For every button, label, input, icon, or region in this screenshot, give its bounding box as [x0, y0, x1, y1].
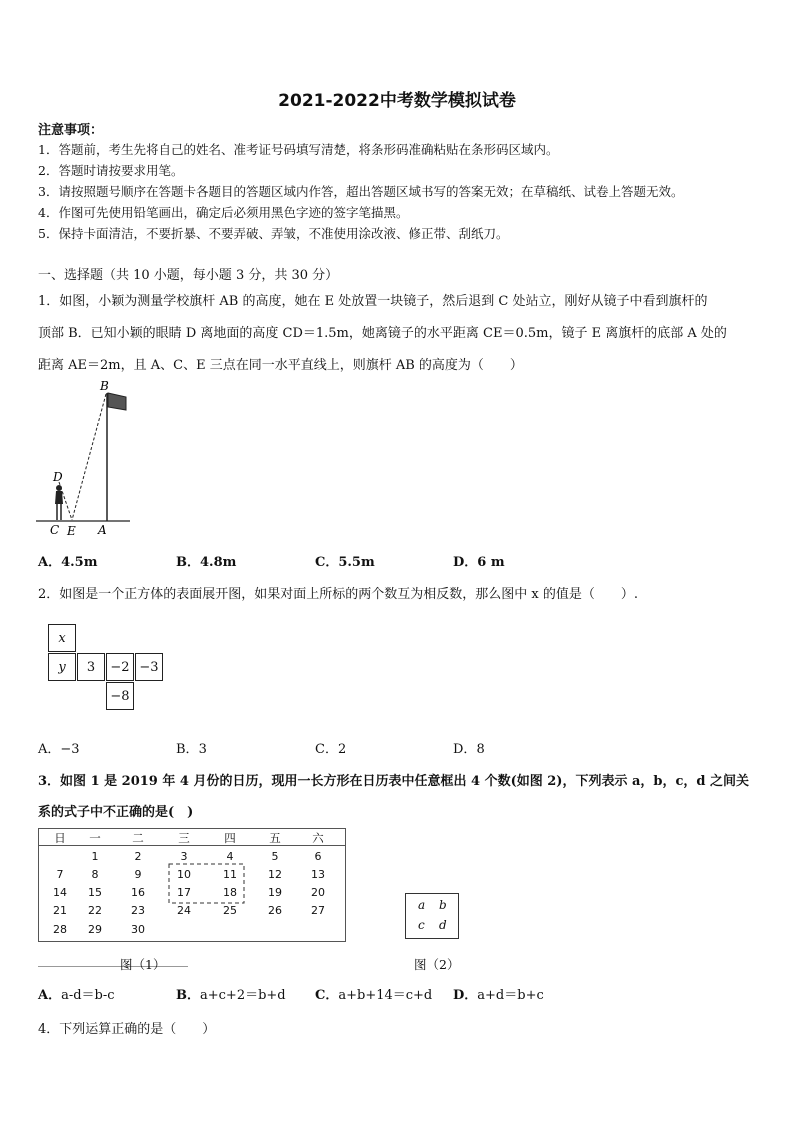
calendar-day: 26: [268, 904, 282, 917]
label-C: C: [50, 523, 60, 537]
q3-option-d[interactable]: [453, 984, 544, 1003]
calendar-weekday: 四: [224, 831, 236, 845]
calendar-day: 4: [226, 850, 234, 863]
calendar-day: 1: [91, 850, 99, 863]
option-value: 3: [198, 742, 207, 757]
q1-option-a[interactable]: [38, 551, 97, 570]
cell-value: y: [58, 659, 66, 675]
calendar-day: 6: [314, 850, 322, 863]
cell-value: 3: [86, 659, 96, 675]
calendar-day: 16: [131, 886, 145, 899]
option-key: C．: [315, 742, 338, 757]
q2-text-line1: 2．如图是一个正方体的表面展开图，如果对面上所标的两个数互为相反数，那么图中 x 的值是（ ）.: [38, 587, 639, 602]
calendar-day: 24: [177, 904, 191, 917]
option-value: 8: [476, 742, 485, 757]
cell-value: −3: [139, 659, 159, 675]
note-item: 2．答题时请按要求用笔。: [38, 163, 184, 178]
fig2-box: [405, 893, 459, 939]
label-B: B: [100, 379, 109, 393]
option-key: B．: [176, 742, 199, 757]
q1-text-line1: 1．如图，小颖为测量学校旗杆 AB 的高度，她在 E 处放置一块镜子，然后退到 C 处站立，刚好从镜子中看到旗杆的: [38, 294, 708, 309]
calendar-day: 28: [53, 923, 67, 936]
calendar-day: 5: [271, 850, 279, 863]
option-key: A．: [38, 742, 61, 757]
net-cell-y: [48, 653, 76, 681]
calendar-day: 20: [311, 886, 325, 899]
calendar-day: 10: [177, 868, 191, 881]
q3-text-line2: 系的式子中不正确的是( ): [38, 805, 194, 820]
net-cell-minus3: [135, 653, 163, 681]
section-heading: 一、选择题（共 10 小题，每小题 3 分，共 30 分）: [38, 268, 339, 283]
q3-text-line1: 3．如图 1 是 2019 年 4 月份的日历，现用一长方形在日历表中任意框出 4 个数(如图 2)，下列表示 a，b，c，d 之间关: [38, 774, 750, 789]
option-key: C．: [315, 555, 339, 570]
calendar-header: [39, 829, 345, 846]
calendar-day: 22: [88, 904, 102, 917]
option-value: 6 m: [477, 555, 505, 570]
fig2-d: d: [439, 918, 447, 932]
option-key: D．: [453, 555, 478, 570]
calendar-day: 30: [131, 923, 145, 936]
person-icon: [55, 485, 63, 520]
fig1-caption: 图（1）: [120, 957, 166, 972]
q3-option-b[interactable]: [176, 984, 286, 1003]
option-value: 5.5m: [338, 555, 375, 570]
fig2-b: b: [439, 898, 447, 912]
net-cell-minus8: [106, 682, 134, 710]
divider: [38, 966, 188, 967]
option-value: a+c+2＝b+d: [200, 988, 286, 1003]
calendar-day: 13: [311, 868, 325, 881]
q1-text-line3: 距离 AE＝2m，且 A、C、E 三点在同一水平直线上，则旗杆 AB 的高度为（ ）: [38, 358, 523, 373]
q1-option-c[interactable]: [315, 551, 375, 570]
calendar-day: 3: [180, 850, 188, 863]
note-item: 4．作图可先使用铅笔画出，确定后必须用黑色字迹的签字笔描黑。: [38, 205, 409, 220]
calendar-day: 8: [91, 868, 99, 881]
q1-text-line2: 顶部 B．已知小颖的眼睛 D 离地面的高度 CD＝1.5m，她离镜子的水平距离 CE＝0.5m，镜子 E 离旗杆的底部 A 处的: [38, 326, 727, 341]
cell-value: −2: [110, 659, 130, 675]
note-item: 3．请按照题号顺序在答题卡各题目的答题区域内作答，超出答题区域书写的答案无效；在草稿纸、试卷上答题无效。: [38, 184, 684, 199]
net-cell-3: [77, 653, 105, 681]
q2-option-b[interactable]: [176, 738, 207, 757]
flag-icon: [108, 393, 126, 410]
option-value: −3: [60, 742, 80, 757]
option-key: A．: [38, 988, 62, 1003]
q3-option-c[interactable]: [315, 984, 432, 1003]
calendar-weekday: 二: [132, 831, 144, 845]
calendar-day: 9: [134, 868, 142, 881]
option-value: a-d＝b-c: [61, 988, 115, 1003]
option-key: B．: [176, 555, 200, 570]
q2-option-a[interactable]: [38, 738, 80, 757]
option-value: 2: [337, 742, 347, 757]
q2-option-d[interactable]: [453, 738, 485, 757]
option-value: 4.8m: [200, 555, 237, 570]
fig2-caption: 图（2）: [414, 957, 460, 972]
page-title: 2021-2022中考数学模拟试卷: [278, 91, 516, 111]
calendar-day: 11: [223, 868, 237, 881]
notes-heading: 注意事项：: [38, 123, 104, 138]
calendar-day: 18: [223, 886, 237, 899]
option-value: a+d＝b+c: [477, 988, 544, 1003]
option-value: a+b+14＝c+d: [338, 988, 433, 1003]
option-key: A．: [38, 555, 62, 570]
calendar-weekday: 六: [312, 831, 324, 845]
option-key: D．: [453, 742, 477, 757]
calendar-day: 14: [53, 886, 67, 899]
fig2-a: a: [418, 898, 426, 912]
calendar-day: 7: [56, 868, 64, 881]
net-cell-x: [48, 624, 76, 652]
flagpole-mirror-diagram: [34, 378, 134, 538]
label-A: A: [98, 523, 107, 537]
q3-option-a[interactable]: [38, 984, 115, 1003]
calendar-day: 15: [88, 886, 102, 899]
q2-option-c[interactable]: [315, 738, 346, 757]
cell-value: x: [58, 630, 66, 646]
calendar-weekday: 一: [89, 831, 101, 845]
calendar-weekday: 三: [178, 831, 190, 845]
option-key: B．: [176, 988, 200, 1003]
note-item: 1．答题前，考生先将自己的姓名、准考证号码填写清楚，将条形码准确粘贴在条形码区域内。: [38, 142, 559, 157]
q1-option-b[interactable]: [176, 551, 236, 570]
calendar-day: 19: [268, 886, 282, 899]
cell-value: −8: [110, 688, 130, 704]
reflect-ray-up: [72, 394, 106, 520]
calendar-day: 23: [131, 904, 145, 917]
calendar-day: 17: [177, 886, 191, 899]
option-value: 4.5m: [61, 555, 98, 570]
q4-text-line1: 4．下列运算正确的是（ ）: [38, 1022, 216, 1037]
fig2-c: c: [418, 918, 425, 932]
label-E: E: [67, 524, 76, 538]
option-key: C．: [315, 988, 339, 1003]
calendar-day: 29: [88, 923, 102, 936]
selection-box: [168, 863, 246, 905]
label-D: D: [53, 470, 63, 484]
calendar-weekday: 五: [269, 831, 281, 845]
calendar-weekday: 日: [54, 831, 66, 845]
option-key: D．: [453, 988, 478, 1003]
calendar-day: 27: [311, 904, 325, 917]
calendar-day: 12: [268, 868, 282, 881]
calendar-day: 21: [53, 904, 67, 917]
q1-option-d[interactable]: [453, 551, 505, 570]
calendar-day: 2: [134, 850, 142, 863]
note-item: 5．保持卡面清洁，不要折暴、不要弄破、弄皱，不准使用涂改液、修正带、刮纸刀。: [38, 226, 509, 241]
net-cell-minus2: [106, 653, 134, 681]
calendar-day: 25: [223, 904, 237, 917]
